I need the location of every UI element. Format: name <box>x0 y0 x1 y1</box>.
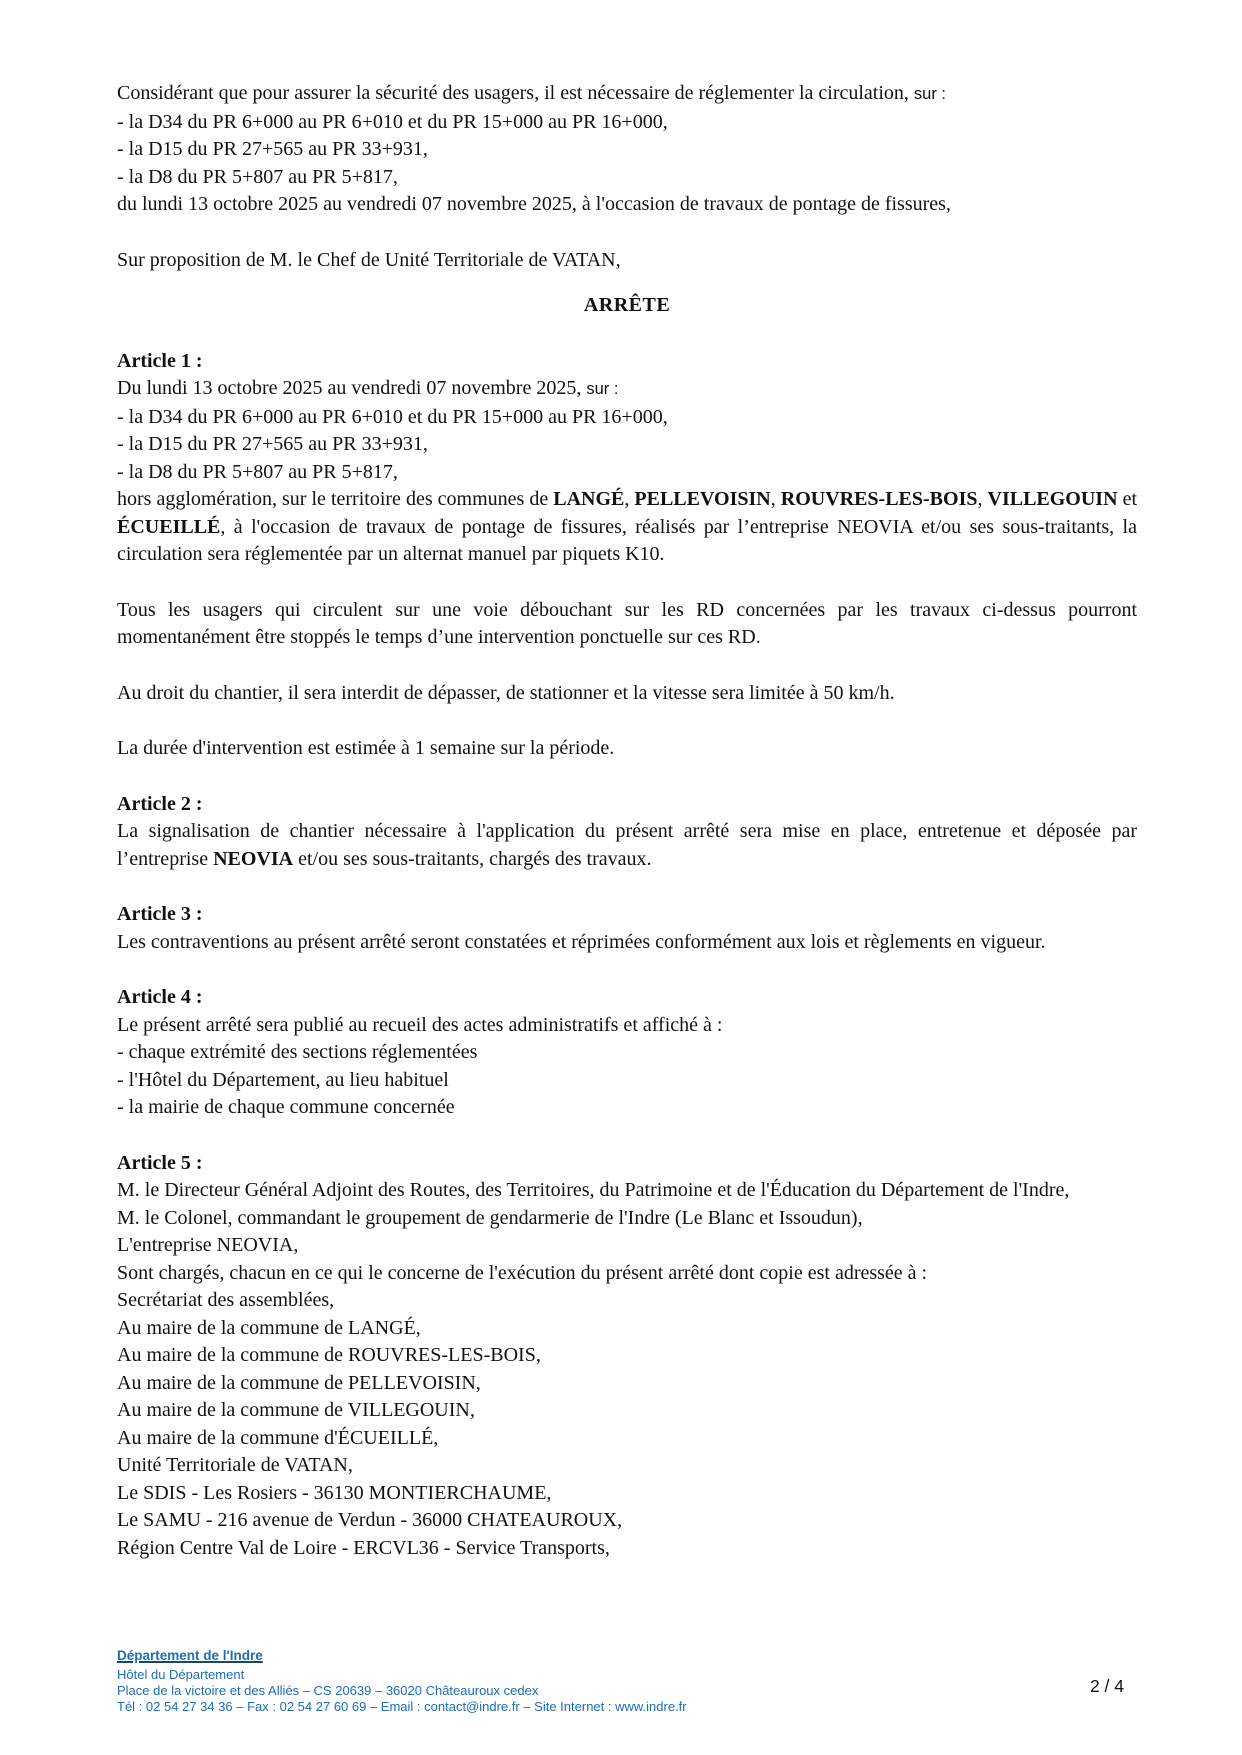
article4-heading: Article 4 : <box>117 986 203 1008</box>
period-line: du lundi 13 octobre 2025 au vendredi 07 novembre 2025, à l'occasion de travaux de pontage de fissures, <box>117 193 951 215</box>
commune-name: ROUVRES-LES-BOIS <box>780 488 978 510</box>
article1-heading: Article 1 : <box>117 349 203 372</box>
article3-paragraph: Les contraventions au présent arrêté seront constatées et réprimées conformément aux lois et règlements en vigueur. <box>117 930 1046 953</box>
recipient-line: M. le Colonel, commandant le groupement de gendarmerie de l'Indre (Le Blanc et Issoudun), <box>117 1206 863 1229</box>
article1-territory-paragraph: hors agglomération, sur le territoire des communes de LANGÉ, PELLEVOISIN, ROUVRES-LES-BOIS, VILLEGOUIN et ÉCUEILLÉ, à l'occasion de travaux de pontage de fissures, réalisés par l’entreprise NEOVIA et/ou ses sous-traitants, la circulation sera réglementée par un alternat manuel par piquets K10. <box>117 488 1137 565</box>
proposition-line: Sur proposition de M. le Chef de Unité Territoriale de VATAN, <box>117 248 621 271</box>
posting-location-line: - la mairie de chaque commune concernée <box>117 1096 455 1118</box>
recipient-line: Région Centre Val de Loire - ERCVL36 - Service Transports, <box>117 1536 610 1559</box>
article1-period-line <box>117 375 1137 404</box>
article1-period-text: Du lundi 13 octobre 2025 au vendredi 07 novembre 2025, <box>117 377 587 399</box>
road-line: - la D15 du PR 27+565 au PR 33+931, <box>117 138 428 160</box>
recipient-line: Le SAMU - 216 avenue de Verdun - 36000 CHATEAUROUX, <box>117 1509 623 1531</box>
considerant-suffix: sur : <box>913 85 947 103</box>
considerant-paragraph <box>117 80 1137 109</box>
recipient-line: Secrétariat des assemblées, <box>117 1289 335 1311</box>
article2-paragraph: La signalisation de chantier nécessaire à l'application du présent arrêté sera mise en place, entretenue et déposée par l’entreprise NEOVIA et/ou ses sous-traitants, chargés des travaux. <box>117 820 1137 870</box>
page-footer <box>117 1648 687 1715</box>
recipient-line: Au maire de la commune de PELLEVOISIN, <box>117 1371 481 1394</box>
recipient-line: Sont chargés, chacun en ce qui le concerne de l'exécution du présent arrêté dont copie est adressée à : <box>117 1261 928 1284</box>
posting-location-line: - chaque extrémité des sections réglementées <box>117 1041 478 1063</box>
article3-heading: Article 3 : <box>117 903 203 925</box>
commune-name: PELLEVOISIN <box>634 488 771 510</box>
article2-heading: Article 2 : <box>117 792 203 815</box>
recipient-line: Unité Territoriale de VATAN, <box>117 1454 353 1476</box>
article5-director-paragraph: M. le Directeur Général Adjoint des Routes, des Territoires, du Patrimoine et de l'Éducation du Département de l'Indre, <box>117 1179 1070 1201</box>
arrete-heading: ARRÊTE <box>583 294 671 316</box>
recipient-line: Au maire de la commune d'ÉCUEILLÉ, <box>117 1426 439 1449</box>
footer-address-line: Hôtel du Département <box>117 1667 245 1682</box>
road-line: - la D8 du PR 5+807 au PR 5+817, <box>117 165 398 188</box>
considerant-text: Considérant que pour assurer la sécurité des usagers, il est nécessaire de réglementer la circulation, <box>117 82 914 104</box>
article5-heading: Article 5 : <box>117 1151 203 1174</box>
road-line: - la D34 du PR 6+000 au PR 6+010 et du PR 15+000 au PR 16+000, <box>117 110 668 133</box>
decree-body <box>117 0 1137 1562</box>
footer-address-line: Place de la victoire et des Alliés – CS 20639 – 36020 Châteauroux cedex <box>117 1683 539 1698</box>
company-name: NEOVIA <box>213 847 294 870</box>
article4-intro-line: Le présent arrêté sera publié au recueil des actes administratifs et affiché à : <box>117 1013 723 1036</box>
territory-text: hors agglomération, sur le territoire des communes de <box>117 488 554 510</box>
road-line: - la D15 du PR 27+565 au PR 33+931, <box>117 433 428 455</box>
road-line: - la D34 du PR 6+000 au PR 6+010 et du PR 15+000 au PR 16+000, <box>117 405 668 428</box>
article1-period-suffix: sur : <box>586 380 619 398</box>
footer-contact-line: Tél : 02 54 27 34 36 – Fax : 02 54 27 60 69 – Email : contact@indre.fr – Site Internet : www.indre.fr <box>117 1699 687 1714</box>
article1-restrictions-line: Au droit du chantier, il sera interdit de dépasser, de stationner et la vitesse sera limitée à 50 km/h. <box>117 681 895 704</box>
road-line: - la D8 du PR 5+807 au PR 5+817, <box>117 460 398 483</box>
recipient-line: L'entreprise NEOVIA, <box>117 1234 299 1256</box>
recipient-line: Au maire de la commune de VILLEGOUIN, <box>117 1399 475 1421</box>
commune-name: VILLEGOUIN <box>987 488 1118 510</box>
recipient-line: Au maire de la commune de LANGÉ, <box>117 1316 421 1339</box>
commune-name: LANGÉ <box>553 488 625 510</box>
footer-org-name: Département de l'Indre <box>117 1648 263 1663</box>
posting-location-line: - l'Hôtel du Département, au lieu habituel <box>117 1068 449 1091</box>
commune-name: ÉCUEILLÉ <box>117 515 221 538</box>
recipient-line: Le SDIS - Les Rosiers - 36130 MONTIERCHAUME, <box>117 1481 552 1504</box>
page-number: 2 / 4 <box>1089 1676 1124 1696</box>
recipient-line: Au maire de la commune de ROUVRES-LES-BOIS, <box>117 1344 541 1366</box>
article1-duration-line: La durée d'intervention est estimée à 1 semaine sur la période. <box>117 737 615 759</box>
article1-users-paragraph: Tous les usagers qui circulent sur une voie débouchant sur les RD concernées par les travaux ci-dessus pourront momentanément être stoppés le temps d’une intervention ponctuelle sur ces RD. <box>117 598 1137 648</box>
